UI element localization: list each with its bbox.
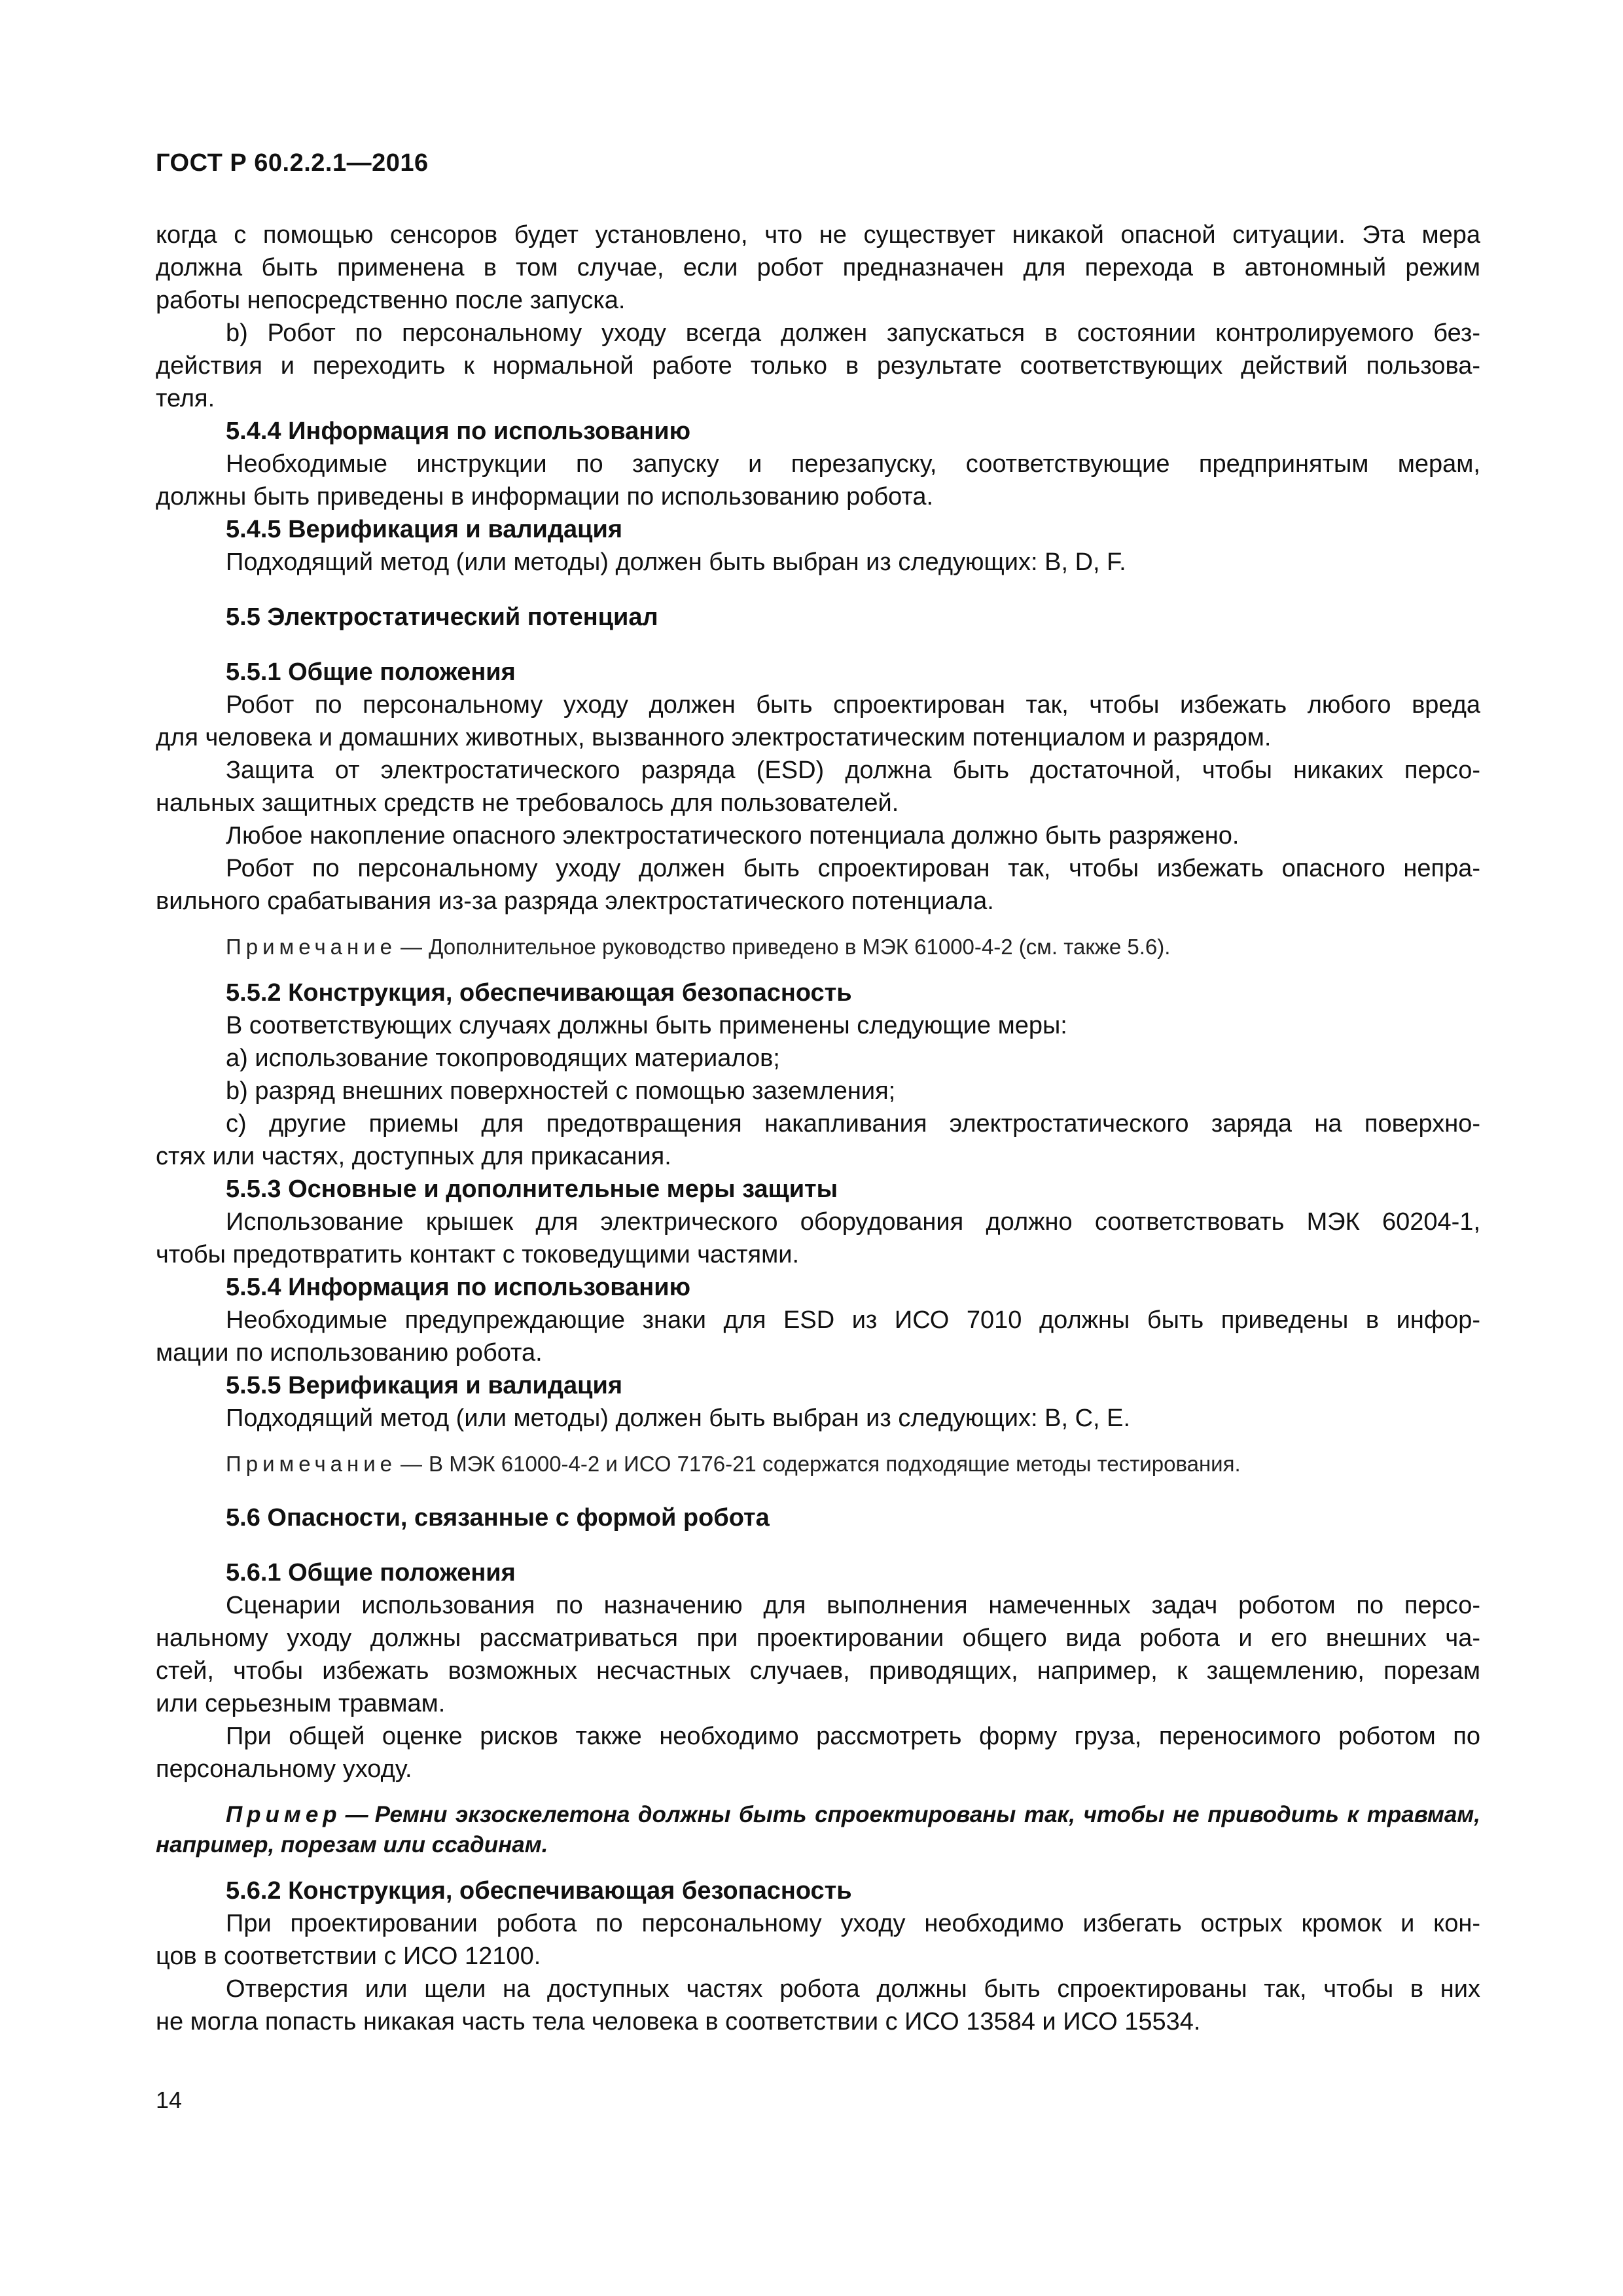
subsection-heading-5-5-4: 5.5.4 Информация по использованию	[226, 1274, 691, 1301]
subsection-heading-5-4-4: 5.4.4 Информация по использованию	[226, 418, 691, 445]
section-heading-5-5: 5.5 Электростатический потенциал	[226, 603, 658, 631]
paragraph-line: Отверстия или щели на доступных частях робота должны быть спроектированы так, чтобы в них	[226, 1975, 1480, 2003]
note-dash: —	[401, 1452, 423, 1476]
paragraph-line: или серьезным травмам.	[156, 1690, 446, 1717]
subsection-heading-5-5-3: 5.5.3 Основные и дополнительные меры защиты	[226, 1175, 838, 1203]
paragraph-line: Робот по персональному уходу должен быть спроектирован так, чтобы избежать опасного непра-	[226, 855, 1480, 882]
paragraph-line: Подходящий метод (или методы) должен быть выбран из следующих: B, C, E.	[226, 1405, 1131, 1432]
paragraph-line: стях или частях, доступных для прикасания.	[156, 1143, 671, 1170]
paragraph-line: Подходящий метод (или методы) должен быть выбран из следующих: B, D, F.	[226, 548, 1126, 576]
paragraph-line: должна быть применена в том случае, если робот предназначен для перехода в автономный режим	[156, 254, 1480, 281]
list-item-a: a) использование токопроводящих материалов;	[226, 1045, 780, 1072]
paragraph-line: должны быть приведены в информации по использованию робота.	[156, 483, 934, 511]
paragraph-line: действия и переходить к нормальной работе только в результате соответствующих действий пользова-	[156, 352, 1480, 380]
paragraph-line: нальных защитных средств не требовалось для пользователей.	[156, 789, 899, 817]
paragraph-line: нальному уходу должны рассматриваться при проектировании общего вида робота и его внешних ча-	[156, 1624, 1480, 1652]
example-text: Ремни экзоскелетона должны быть спроектированы так, чтобы не приводить к	[374, 1802, 1359, 1827]
note-text: В МЭК 61000-4-2 и ИСО 7176-21 содержатся подходящие методы тестирования.	[429, 1452, 1241, 1476]
note-text: Дополнительное руководство приведено в МЭК 61000-4-2 (см. также 5.6).	[429, 935, 1171, 959]
paragraph-line: Защита от электростатического разряда (ESD) должна быть достаточной, чтобы никаких персо-	[226, 757, 1480, 784]
paragraph-line: Любое накопление опасного электростатического потенциала должно быть разряжено.	[226, 822, 1240, 850]
paragraph-line: В соответствующих случаях должны быть применены следующие меры:	[226, 1012, 1067, 1039]
page-number: 14	[156, 2087, 183, 2113]
paragraph-line: При общей оценке рисков также необходимо рассмотреть форму груза, переносимого роботом по	[226, 1723, 1480, 1750]
paragraph-line: При проектировании робота по персональному уходу необходимо избегать острых кромок и кон-	[226, 1910, 1480, 1937]
document-body	[156, 219, 1480, 2038]
note	[156, 932, 1480, 962]
paragraph-line: стей, чтобы избежать возможных несчастных случаев, приводящих, например, к защемлению, порезам	[156, 1657, 1480, 1685]
paragraph-line: для человека и домашних животных, вызванного электростатическим потенциалом и разрядом.	[156, 724, 1272, 751]
paragraph-line: чтобы предотвратить контакт с токоведущими частями.	[156, 1241, 800, 1268]
note	[156, 1449, 1480, 1479]
example	[156, 1800, 1480, 1860]
paragraph-line: Необходимые предупреждающие знаки для ESD из ИСО 7010 должны быть приведены в инфор-	[226, 1306, 1480, 1334]
paragraph-line: не могла попасть никакая часть тела человека в соответствии с ИСО 13584 и ИСО 15534.	[156, 2008, 1201, 2036]
paragraph-line: Сценарии использования по назначению для выполнения намеченных задач роботом по персо-	[226, 1592, 1480, 1619]
subsection-heading-5-6-1: 5.6.1 Общие положения	[226, 1559, 516, 1587]
note-label: Примечание	[226, 1452, 397, 1476]
paragraph-line: Робот по персональному уходу должен быть спроектирован так, чтобы избежать любого вреда	[226, 691, 1480, 719]
paragraph-line: Использование крышек для электрического оборудования должно соответствовать МЭК 60204-1,	[226, 1208, 1480, 1236]
paragraph-line: b) Робот по персональному уходу всегда должен запускаться в состоянии контролируемого без-	[226, 319, 1480, 347]
paragraph-line: когда с помощью сенсоров будет установлено, что не существует никакой опасной ситуации. Эта мера	[156, 221, 1480, 249]
paragraph-line: мации по использованию робота.	[156, 1339, 543, 1367]
note-dash: —	[401, 935, 423, 959]
paragraph-line: цов в соответствии с ИСО 12100.	[156, 1943, 541, 1970]
paragraph-line: Необходимые инструкции по запуску и перезапуску, соответствующие предпринятым мерам,	[226, 450, 1480, 478]
subsection-heading-5-4-5: 5.4.5 Верификация и валидация	[226, 516, 622, 543]
example-dash: —	[345, 1802, 368, 1827]
subsection-heading-5-6-2: 5.6.2 Конструкция, обеспечивающая безопасность	[226, 1877, 852, 1905]
example-label: Пример	[226, 1802, 342, 1827]
paragraph-line: персональному уходу.	[156, 1755, 412, 1783]
subsection-heading-5-5-5: 5.5.5 Верификация и валидация	[226, 1372, 622, 1399]
subsection-heading-5-5-1: 5.5.1 Общие положения	[226, 658, 516, 686]
paragraph-line: теля.	[156, 385, 215, 412]
section-heading-5-6: 5.6 Опасности, связанные с формой робота	[226, 1504, 770, 1532]
document-header: ГОСТ Р 60.2.2.1—2016	[156, 149, 429, 177]
note-label: Примечание	[226, 935, 397, 959]
list-item-b: b) разряд внешних поверхностей с помощью заземления;	[226, 1077, 896, 1105]
subsection-heading-5-5-2: 5.5.2 Конструкция, обеспечивающая безопасность	[226, 979, 852, 1007]
paragraph-line: вильного срабатывания из-за разряда электростатического потенциала.	[156, 888, 994, 915]
list-item-c: c) другие приемы для предотвращения накапливания электростатического заряда на поверхно-	[226, 1110, 1480, 1138]
paragraph-line: работы непосредственно после запуска.	[156, 287, 626, 314]
example-text: травмам, например, порезам или ссадинам.	[156, 1802, 1480, 1857]
